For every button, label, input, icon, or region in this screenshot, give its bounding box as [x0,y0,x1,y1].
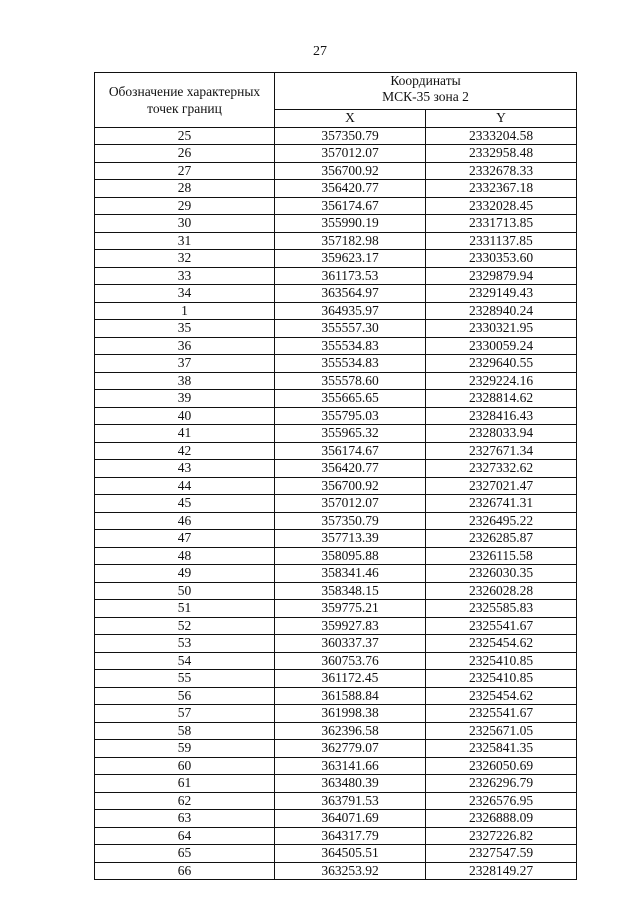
table-body [95,127,577,880]
x-cell: 363480.39 [275,775,426,793]
table-row [95,670,577,688]
y-cell: 2333204.58 [426,127,577,145]
table-row [95,197,577,215]
table-row [95,372,577,390]
y-cell: 2326285.87 [426,530,577,548]
x-cell: 356420.77 [275,460,426,478]
table-row [95,162,577,180]
x-cell: 357182.98 [275,232,426,250]
y-cell: 2330059.24 [426,337,577,355]
point-cell: 36 [95,337,275,355]
y-cell: 2326888.09 [426,810,577,828]
x-cell: 363253.92 [275,862,426,880]
y-cell: 2326115.58 [426,547,577,565]
table-row [95,652,577,670]
y-cell: 2325541.67 [426,705,577,723]
table-row [95,407,577,425]
y-cell: 2325541.67 [426,617,577,635]
table-row [95,442,577,460]
header-coordinate-system: МСК-35 зона 2 [382,89,469,104]
x-cell: 363564.97 [275,285,426,303]
table-row [95,215,577,233]
table-row [95,337,577,355]
point-cell: 46 [95,512,275,530]
x-cell: 355965.32 [275,425,426,443]
y-cell: 2332028.45 [426,197,577,215]
x-cell: 359775.21 [275,600,426,618]
point-cell: 58 [95,722,275,740]
point-cell: 27 [95,162,275,180]
point-cell: 45 [95,495,275,513]
point-cell: 52 [95,617,275,635]
x-cell: 358348.15 [275,582,426,600]
point-cell: 64 [95,827,275,845]
y-cell: 2331137.85 [426,232,577,250]
x-cell: 355665.65 [275,390,426,408]
y-cell: 2329879.94 [426,267,577,285]
x-cell: 356700.92 [275,162,426,180]
page-number: 27 [313,44,327,59]
header-y: Y [426,110,577,128]
table-row [95,180,577,198]
header-row [95,73,577,110]
point-cell: 38 [95,372,275,390]
point-cell: 61 [95,775,275,793]
y-cell: 2325841.35 [426,740,577,758]
y-cell: 2326028.28 [426,582,577,600]
y-cell: 2327226.82 [426,827,577,845]
point-cell: 34 [95,285,275,303]
table-row [95,757,577,775]
x-cell: 357350.79 [275,512,426,530]
x-cell: 358095.88 [275,547,426,565]
x-cell: 359927.83 [275,617,426,635]
x-cell: 363141.66 [275,757,426,775]
x-cell: 357012.07 [275,145,426,163]
point-cell: 63 [95,810,275,828]
table-row [95,232,577,250]
y-cell: 2326741.31 [426,495,577,513]
x-cell: 361172.45 [275,670,426,688]
table-row [95,495,577,513]
x-cell: 361173.53 [275,267,426,285]
point-cell: 31 [95,232,275,250]
y-cell: 2328149.27 [426,862,577,880]
point-cell: 30 [95,215,275,233]
point-cell: 37 [95,355,275,373]
x-cell: 361588.84 [275,687,426,705]
point-cell: 57 [95,705,275,723]
table-row [95,600,577,618]
point-cell: 55 [95,670,275,688]
y-cell: 2328416.43 [426,407,577,425]
x-cell: 364071.69 [275,810,426,828]
table-row [95,792,577,810]
x-cell: 356174.67 [275,442,426,460]
y-cell: 2331713.85 [426,215,577,233]
point-cell: 41 [95,425,275,443]
x-cell: 355557.30 [275,320,426,338]
point-cell: 51 [95,600,275,618]
y-cell: 2332958.48 [426,145,577,163]
point-cell: 44 [95,477,275,495]
point-cell: 42 [95,442,275,460]
table-row [95,565,577,583]
x-cell: 360337.37 [275,635,426,653]
point-cell: 43 [95,460,275,478]
table-row [95,477,577,495]
y-cell: 2326576.95 [426,792,577,810]
y-cell: 2332678.33 [426,162,577,180]
x-cell: 356174.67 [275,197,426,215]
point-cell: 25 [95,127,275,145]
y-cell: 2328940.24 [426,302,577,320]
table-row [95,617,577,635]
y-cell: 2330321.95 [426,320,577,338]
table-row [95,722,577,740]
point-cell: 39 [95,390,275,408]
table-row [95,635,577,653]
table-row [95,740,577,758]
point-cell: 40 [95,407,275,425]
header-coordinates-title: Координаты [390,73,461,88]
y-cell: 2328033.94 [426,425,577,443]
y-cell: 2325671.05 [426,722,577,740]
point-cell: 48 [95,547,275,565]
table-row [95,390,577,408]
point-cell: 1 [95,302,275,320]
point-cell: 66 [95,862,275,880]
y-cell: 2330353.60 [426,250,577,268]
table-row [95,705,577,723]
table-row [95,460,577,478]
y-cell: 2329640.55 [426,355,577,373]
point-cell: 59 [95,740,275,758]
point-cell: 49 [95,565,275,583]
table-row [95,775,577,793]
table-row [95,530,577,548]
y-cell: 2326030.35 [426,565,577,583]
table-row [95,687,577,705]
x-cell: 355795.03 [275,407,426,425]
point-cell: 53 [95,635,275,653]
x-cell: 364505.51 [275,845,426,863]
y-cell: 2325410.85 [426,670,577,688]
x-cell: 357012.07 [275,495,426,513]
point-cell: 28 [95,180,275,198]
y-cell: 2329224.16 [426,372,577,390]
y-cell: 2332367.18 [426,180,577,198]
x-cell: 364935.97 [275,302,426,320]
x-cell: 361998.38 [275,705,426,723]
table-row [95,302,577,320]
point-cell: 47 [95,530,275,548]
y-cell: 2327671.34 [426,442,577,460]
y-cell: 2329149.43 [426,285,577,303]
header-x: X [275,110,426,128]
table-row [95,582,577,600]
table-row [95,512,577,530]
table-row [95,810,577,828]
y-cell: 2327021.47 [426,477,577,495]
x-cell: 355534.83 [275,337,426,355]
point-cell: 32 [95,250,275,268]
x-cell: 360753.76 [275,652,426,670]
table-row [95,320,577,338]
table-row [95,862,577,880]
x-cell: 364317.79 [275,827,426,845]
y-cell: 2326296.79 [426,775,577,793]
header-boundary-points: Обозначение характерных точек границ [95,73,275,128]
y-cell: 2325454.62 [426,635,577,653]
x-cell: 362396.58 [275,722,426,740]
y-cell: 2325585.83 [426,600,577,618]
x-cell: 356420.77 [275,180,426,198]
point-cell: 54 [95,652,275,670]
y-cell: 2327332.62 [426,460,577,478]
table-row [95,267,577,285]
table-row [95,355,577,373]
x-cell: 358341.46 [275,565,426,583]
x-cell: 355578.60 [275,372,426,390]
point-cell: 62 [95,792,275,810]
x-cell: 359623.17 [275,250,426,268]
x-cell: 357713.39 [275,530,426,548]
x-cell: 356700.92 [275,477,426,495]
x-cell: 355534.83 [275,355,426,373]
point-cell: 50 [95,582,275,600]
y-cell: 2326050.69 [426,757,577,775]
y-cell: 2326495.22 [426,512,577,530]
point-cell: 35 [95,320,275,338]
y-cell: 2325410.85 [426,652,577,670]
x-cell: 363791.53 [275,792,426,810]
table-row [95,145,577,163]
y-cell: 2327547.59 [426,845,577,863]
header-coordinates [275,73,577,110]
point-cell: 26 [95,145,275,163]
x-cell: 357350.79 [275,127,426,145]
y-cell: 2325454.62 [426,687,577,705]
table-row [95,827,577,845]
x-cell: 362779.07 [275,740,426,758]
table-row [95,285,577,303]
point-cell: 29 [95,197,275,215]
point-cell: 33 [95,267,275,285]
point-cell: 56 [95,687,275,705]
y-cell: 2328814.62 [426,390,577,408]
table-row [95,425,577,443]
point-cell: 65 [95,845,275,863]
coordinates-table [94,72,577,880]
table-row [95,127,577,145]
table-row [95,845,577,863]
table-row [95,547,577,565]
point-cell: 60 [95,757,275,775]
table-row [95,250,577,268]
x-cell: 355990.19 [275,215,426,233]
